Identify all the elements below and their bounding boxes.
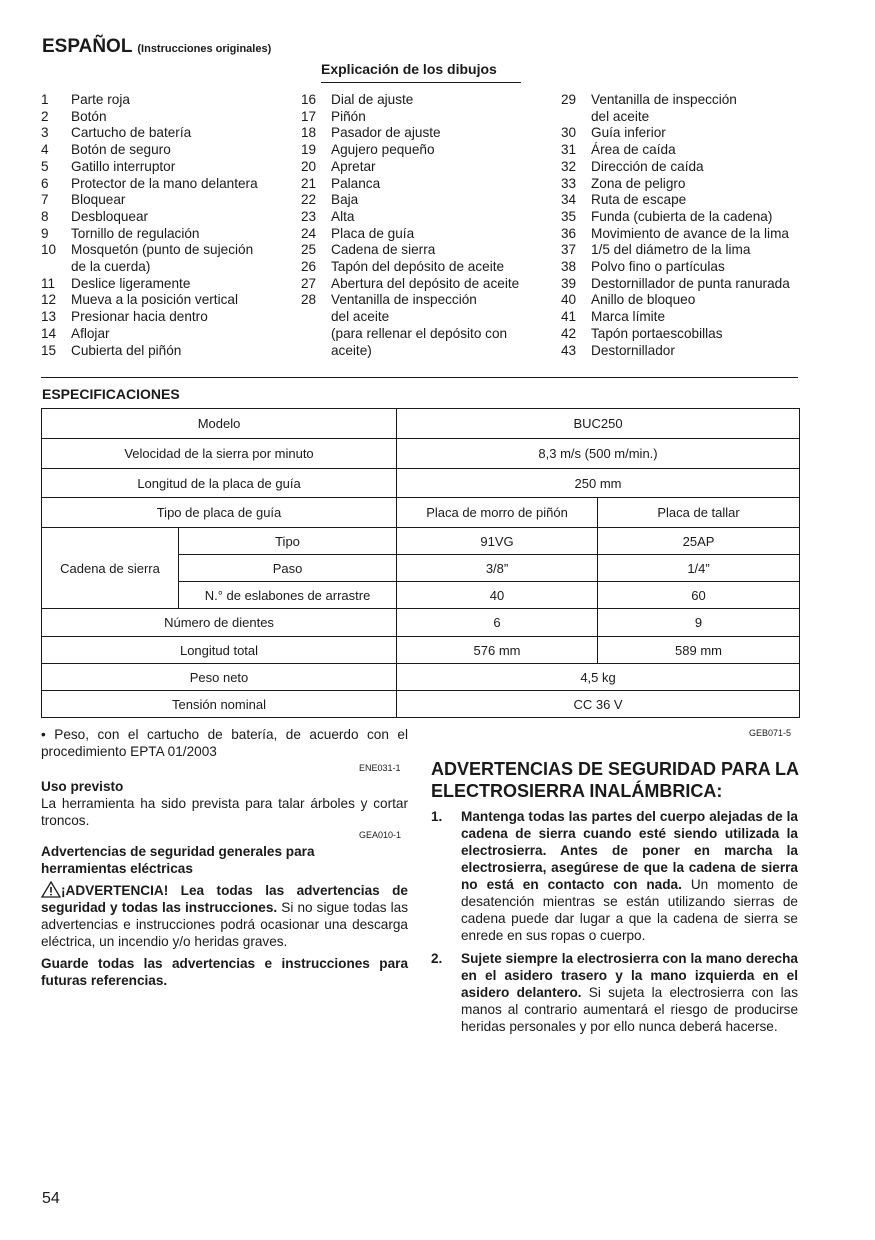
legend-item-number: 18 xyxy=(301,125,317,141)
general-warnings-heading: Advertencias de seguridad generales para herramientas eléctricas xyxy=(41,844,315,876)
legend-title-underline xyxy=(321,82,521,83)
legend-item-number: 20 xyxy=(301,158,317,174)
legend-item-label: Deslice ligeramente xyxy=(71,275,191,291)
legend-item-number: 27 xyxy=(301,275,317,291)
legend-item-label: Anillo de bloqueo xyxy=(591,292,696,308)
weight-note: • Peso, con el cartucho de batería, de acuerdo con el procedimiento EPTA 01/2003 xyxy=(41,727,408,759)
table-row xyxy=(42,469,800,498)
table-row xyxy=(42,609,800,637)
legend-item-number: 6 xyxy=(41,175,49,191)
legend-column-2 xyxy=(301,92,549,359)
spec-value: 9 xyxy=(598,609,800,637)
spec-label: Tensión nominal xyxy=(42,691,397,718)
legend-item-number: 5 xyxy=(41,158,49,174)
spec-label: Modelo xyxy=(42,409,397,439)
legend-item xyxy=(561,226,801,243)
list-item-bold: Sujete siempre la electrosierra con la mano derecha en el asidero trasero y la mano izquierda en el asidero delantero. xyxy=(461,951,798,1000)
legend-item xyxy=(561,159,801,176)
legend-item-label: Zona de peligro xyxy=(591,175,686,191)
spec-value: 4,5 kg xyxy=(397,664,800,691)
spec-label: Longitud total xyxy=(42,637,397,664)
intended-use-text: La herramienta ha sido prevista para talar árboles y cortar troncos. xyxy=(41,796,408,828)
legend-item-number: 7 xyxy=(41,192,49,208)
spec-label: Velocidad de la sierra por minuto xyxy=(42,439,397,469)
legend-item-number: 15 xyxy=(41,342,57,358)
spec-value: 60 xyxy=(598,582,800,609)
intended-use-heading: Uso previsto xyxy=(41,779,124,794)
legend-column-3 xyxy=(561,92,801,359)
table-row xyxy=(42,691,800,718)
legend-item-label: Abertura del depósito de aceite xyxy=(331,275,520,291)
list-item-bold: Mantenga todas las partes del cuerpo alejadas de la cadena de sierra cuando esté siendo utilizada la electrosierra. Antes de poner en marcha la electrosierra, asegúrese de que la cadena de sierra no está en contacto con nada. xyxy=(461,809,798,892)
legend-item xyxy=(301,259,549,276)
legend-item-number: 32 xyxy=(561,158,577,174)
legend-item xyxy=(41,292,291,309)
legend-item xyxy=(301,142,549,159)
legend-item-label: Gatillo interruptor xyxy=(71,158,176,174)
spec-value: 250 mm xyxy=(397,469,800,498)
legend-item-label: Destornillador de punta ranurada xyxy=(591,275,790,291)
spec-value: 6 xyxy=(397,609,598,637)
legend-item-number: 30 xyxy=(561,125,577,141)
table-row xyxy=(42,439,800,469)
legend-item-label: Botón xyxy=(71,108,107,124)
legend-item-label: Bloquear xyxy=(71,192,126,208)
legend-item-number: 11 xyxy=(41,275,56,291)
legend-item-number: 28 xyxy=(301,292,317,308)
legend-item xyxy=(301,209,549,226)
legend-item-label: 1/5 del diámetro de la lima xyxy=(591,242,751,258)
legend-item-number: 39 xyxy=(561,275,577,291)
legend-item-label: Funda (cubierta de la cadena) xyxy=(591,208,773,224)
legend-item xyxy=(41,242,291,275)
legend-item xyxy=(561,209,801,226)
legend-item-label: Dial de ajuste xyxy=(331,92,414,107)
legend-item-label: Cartucho de batería xyxy=(71,125,192,141)
spec-label: Peso neto xyxy=(42,664,397,691)
legend-item xyxy=(41,125,291,142)
legend-item xyxy=(41,309,291,326)
legend-item-number: 12 xyxy=(41,292,57,308)
spec-label: Tipo xyxy=(179,528,397,555)
legend-item-number: 17 xyxy=(301,108,317,124)
legend-item-label: Marca límite xyxy=(591,309,666,325)
spec-value: 40 xyxy=(397,582,598,609)
legend-item xyxy=(301,125,549,142)
legend-item xyxy=(41,142,291,159)
list-item xyxy=(431,808,798,944)
legend-item xyxy=(301,292,549,359)
legend-item xyxy=(41,109,291,126)
legend-item-label: Pasador de ajuste xyxy=(331,125,441,141)
page-number: 54 xyxy=(42,1190,60,1207)
legend-item xyxy=(301,276,549,293)
legend-item-number: 37 xyxy=(561,242,577,258)
legend-item xyxy=(561,292,801,309)
legend-item-label: Agujero pequeño xyxy=(331,142,435,158)
legend-item xyxy=(301,226,549,243)
legend-item-number: 10 xyxy=(41,242,57,258)
spec-value: Placa de tallar xyxy=(598,498,800,528)
legend-item xyxy=(41,326,291,343)
legend-item-number: 13 xyxy=(41,309,57,325)
table-row xyxy=(42,528,800,555)
legend-item-number: 38 xyxy=(561,259,577,275)
legend-item xyxy=(561,309,801,326)
spec-label: Tipo de placa de guía xyxy=(42,498,397,528)
legend-item-label: Apretar xyxy=(331,158,376,174)
legend-item-label: Ventanilla de inspección del aceite (para rellenar el depósito con aceite) xyxy=(331,292,508,358)
legend-item-number: 24 xyxy=(301,225,317,241)
reference-code: GEB071-5 xyxy=(749,728,792,738)
legend-item xyxy=(41,276,291,293)
list-item-number: 1. xyxy=(431,809,443,824)
legend-item-number: 9 xyxy=(41,225,49,241)
legend-item-number: 33 xyxy=(561,175,577,191)
spec-group-label: Cadena de sierra xyxy=(42,528,179,609)
legend-column-1 xyxy=(41,92,291,359)
specifications-table xyxy=(41,408,800,718)
legend-item-number: 19 xyxy=(301,142,317,158)
spec-value: 25AP xyxy=(598,528,800,555)
reference-code: GEA010-1 xyxy=(359,830,402,840)
spec-label: Longitud de la placa de guía xyxy=(42,469,397,498)
language-label: ESPAÑOL xyxy=(42,36,133,57)
legend-item-label: Protector de la mano delantera xyxy=(71,175,258,191)
legend-item-label: Área de caída xyxy=(591,142,676,158)
table-row xyxy=(42,409,800,439)
legend-item-label: Tapón del depósito de aceite xyxy=(331,259,505,275)
legend-item-number: 25 xyxy=(301,242,317,258)
legend-item-number: 16 xyxy=(301,92,317,107)
legend-item-label: Tapón portaescobillas xyxy=(591,325,723,341)
spec-value: 91VG xyxy=(397,528,598,555)
list-item xyxy=(431,950,798,1035)
spec-value: CC 36 V xyxy=(397,691,800,718)
legend-item-number: 41 xyxy=(561,309,577,325)
legend-item xyxy=(561,276,801,293)
legend-item-label: Tornillo de regulación xyxy=(71,225,200,241)
list-item-number: 2. xyxy=(431,951,443,966)
legend-item-number: 4 xyxy=(41,142,49,158)
spec-value: 576 mm xyxy=(397,637,598,664)
legend-item-number: 8 xyxy=(41,208,49,224)
legend-item-number: 3 xyxy=(41,125,49,141)
legend-item-label: Dirección de caída xyxy=(591,158,704,174)
table-row xyxy=(42,637,800,664)
legend-item-label: Polvo fino o partículas xyxy=(591,259,725,275)
spec-label: N.° de eslabones de arrastre xyxy=(179,582,397,609)
legend-item xyxy=(301,109,549,126)
legend-item-label: Placa de guía xyxy=(331,225,415,241)
legend-item xyxy=(41,192,291,209)
legend-item xyxy=(41,209,291,226)
spec-value: 1/4” xyxy=(598,555,800,582)
legend-item-number: 34 xyxy=(561,192,577,208)
spec-label: Número de dientes xyxy=(42,609,397,637)
specifications-title: ESPECIFICACIONES xyxy=(42,386,180,402)
legend-item-label: Ruta de escape xyxy=(591,192,687,208)
legend-item xyxy=(41,159,291,176)
legend-item xyxy=(561,125,801,142)
spec-value: 8,3 m/s (500 m/min.) xyxy=(397,439,800,469)
legend-item xyxy=(41,343,291,360)
legend-item xyxy=(41,176,291,193)
legend-item xyxy=(301,176,549,193)
legend-item-label: Destornillador xyxy=(591,342,675,358)
warning-triangle-icon xyxy=(41,881,61,898)
reference-code: ENE031-1 xyxy=(359,763,401,773)
legend-item xyxy=(301,159,549,176)
table-row xyxy=(42,498,800,528)
legend-item xyxy=(41,226,291,243)
spec-label: Paso xyxy=(179,555,397,582)
legend-item-label: Cubierta del piñón xyxy=(71,342,182,358)
legend-item-number: 29 xyxy=(561,92,577,107)
legend-item-number: 22 xyxy=(301,192,317,208)
legend-item xyxy=(561,92,801,125)
spec-value: 3/8” xyxy=(397,555,598,582)
legend-item xyxy=(561,343,801,360)
chainsaw-safety-title: ADVERTENCIAS DE SEGURIDAD PARA LA ELECTROSIERRA INALÁMBRICA: xyxy=(431,759,799,801)
list-item-text xyxy=(461,950,798,1035)
legend-item xyxy=(301,92,549,109)
warning-bold-text: ¡ADVERTENCIA! Lea todas las advertencias de seguridad y todas las instrucciones. xyxy=(41,883,408,915)
legend-item xyxy=(561,326,801,343)
section-divider xyxy=(41,377,798,378)
list-item-text xyxy=(461,808,798,944)
legend-item-label: Guía inferior xyxy=(591,125,666,141)
legend-item-number: 43 xyxy=(561,342,577,358)
legend-title: Explicación de los dibujos xyxy=(321,61,497,77)
keep-instructions-text: Guarde todas las advertencias e instrucciones para futuras referencias. xyxy=(41,956,408,988)
legend-item-number: 23 xyxy=(301,208,317,224)
table-row xyxy=(42,664,800,691)
legend-item-label: Ventanilla de inspección del aceite xyxy=(591,92,737,124)
safety-warnings-list xyxy=(431,808,798,1041)
legend-item-label: Parte roja xyxy=(71,92,130,107)
legend-item xyxy=(301,192,549,209)
legend-item-label: Baja xyxy=(331,192,359,208)
legend-item-number: 14 xyxy=(41,325,57,341)
legend-item xyxy=(561,142,801,159)
legend-item-label: Mosquetón (punto de sujeción de la cuerda) xyxy=(71,242,254,275)
legend-item-number: 42 xyxy=(561,325,577,341)
spec-value: Placa de morro de piñón xyxy=(397,498,598,528)
legend-item-number: 21 xyxy=(301,175,317,191)
language-subtitle: (Instrucciones originales) xyxy=(137,43,272,55)
legend-item-label: Palanca xyxy=(331,175,381,191)
page-language-heading xyxy=(42,36,271,58)
legend-item-label: Piñón xyxy=(331,108,366,124)
legend-item-number: 40 xyxy=(561,292,577,308)
legend-item-number: 1 xyxy=(41,92,49,107)
list-item-body: Un momento de desatención mientras se están utilizando sierras de cadena puede dar lugar a que la cadena de sierra se enrede en sus ropas o cuerpo. xyxy=(461,877,798,943)
legend-item xyxy=(561,176,801,193)
spec-value: 589 mm xyxy=(598,637,800,664)
legend-item xyxy=(561,192,801,209)
legend-item-label: Presionar hacia dentro xyxy=(71,309,208,325)
legend-item-label: Desbloquear xyxy=(71,208,149,224)
spec-value: BUC250 xyxy=(397,409,800,439)
legend-item xyxy=(561,242,801,259)
legend-item-label: Mueva a la posición vertical xyxy=(71,292,238,308)
legend-item xyxy=(561,259,801,276)
legend-item-label: Movimiento de avance de la lima xyxy=(591,225,789,241)
legend-item xyxy=(41,92,291,109)
warning-text: Si no sigue todas las advertencias e instrucciones podrá ocasionar una descarga eléctrica, un incendio y/o heridas graves. xyxy=(41,900,408,949)
legend-item-number: 2 xyxy=(41,108,49,124)
legend-item-label: Aflojar xyxy=(71,325,110,341)
legend-item-number: 35 xyxy=(561,208,577,224)
legend-item xyxy=(301,242,549,259)
legend-item-label: Alta xyxy=(331,208,355,224)
legend-item-number: 26 xyxy=(301,259,317,275)
legend-item-label: Botón de seguro xyxy=(71,142,171,158)
warning-paragraph xyxy=(41,881,408,950)
legend-item-label: Cadena de sierra xyxy=(331,242,436,258)
list-item-body: Si sujeta la electrosierra con las manos al contrario aumentará el riesgo de producirse heridas personales y por ello nunca deberá hacerse. xyxy=(461,985,798,1034)
legend-item-number: 36 xyxy=(561,225,577,241)
legend-item-number: 31 xyxy=(561,142,577,158)
